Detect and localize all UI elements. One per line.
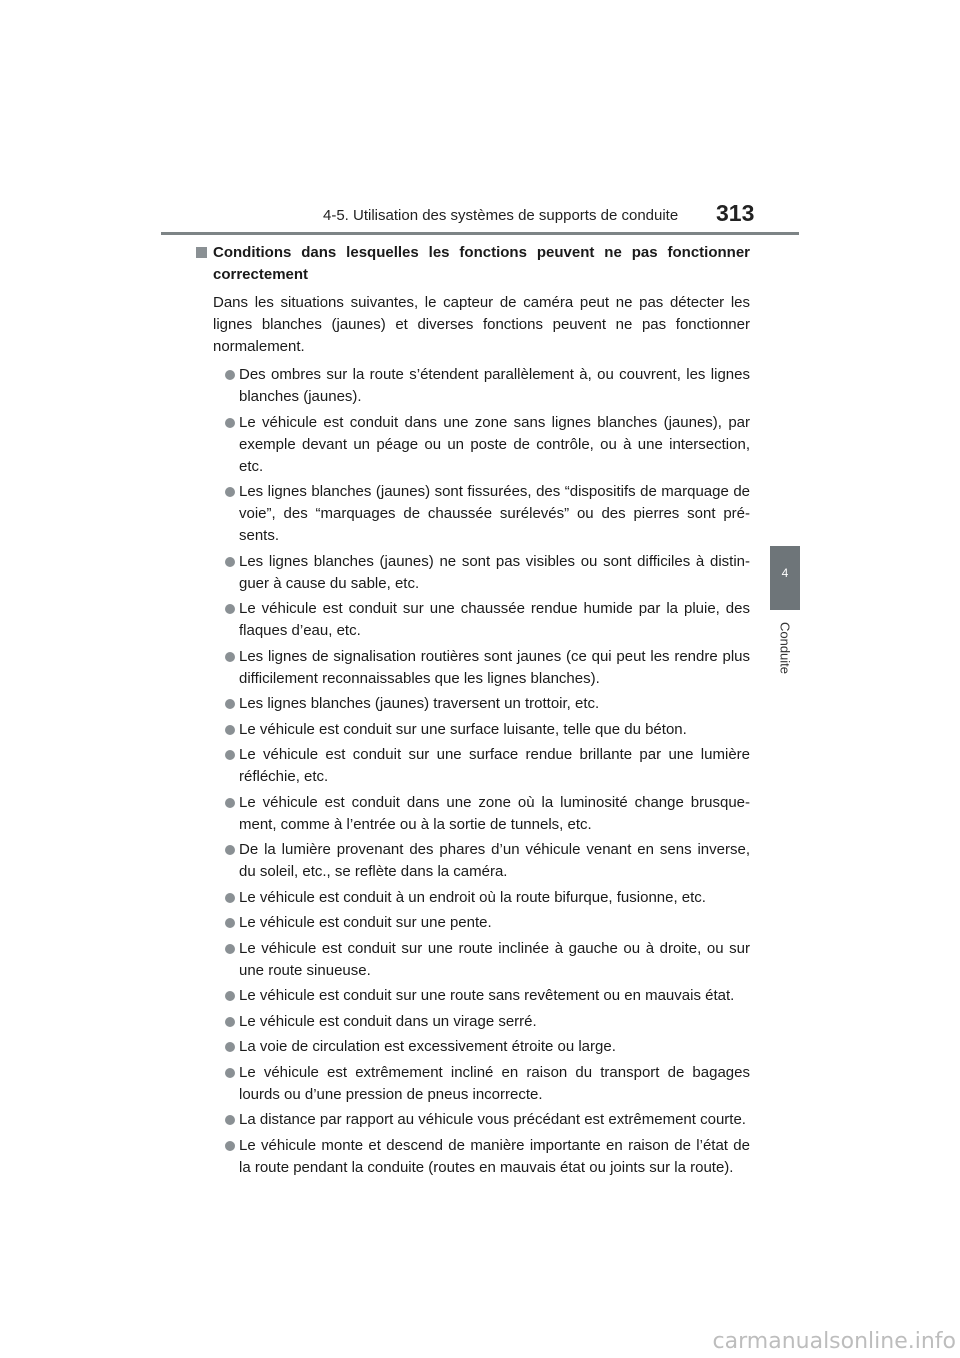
section-heading	[213, 242, 750, 286]
list-item	[213, 364, 750, 408]
list-item-text: Le véhicule est extrêmement incliné en raison du transport de bagages lourds ou d’une pression de pneus incorrecte.	[239, 1063, 750, 1103]
list-item	[213, 985, 750, 1007]
list-item-text: Le véhicule est conduit dans une zone où la luminosité change brusque-ment, comme à l’entrée ou à la sortie de tunnels, etc.	[239, 793, 750, 833]
list-item-text: La distance par rapport au véhicule vous précédant est extrêmement courte.	[239, 1111, 746, 1128]
section-heading-text: Conditions dans lesquelles les fonctions peuvent ne pas fonctionner correctement	[213, 244, 750, 283]
list-item-text: Des ombres sur la route s’étendent parallèlement à, ou couvrent, les lignes blanches (jaunes).	[239, 366, 750, 405]
list-item-text: Le véhicule est conduit sur une route sans revêtement ou en mauvais état.	[239, 987, 735, 1004]
list-item-text: La voie de circulation est excessivement étroite ou large.	[239, 1038, 616, 1055]
circle-bullet-icon	[225, 370, 235, 380]
list-item-text: Le véhicule est conduit sur une chaussée rendue humide par la pluie, des flaques d’eau, etc.	[239, 600, 750, 639]
list-item	[213, 1036, 750, 1058]
circle-bullet-icon	[225, 991, 235, 1001]
list-item	[213, 646, 750, 690]
list-item	[213, 938, 750, 982]
list-item-text: Le véhicule est conduit dans une zone sans lignes blanches (jaunes), par exemple devant un péage ou un poste de contrôle, ou à une intersection, etc.	[239, 413, 750, 475]
square-bullet-icon	[196, 247, 207, 258]
list-item-text: De la lumière provenant des phares d’un véhicule venant en sens inverse, du soleil, etc., se reflète dans la caméra.	[239, 841, 750, 880]
watermark: carmanualsonline.info	[712, 1329, 956, 1354]
section-title: 4-5. Utilisation des systèmes de supports de conduite	[323, 207, 679, 224]
list-item	[213, 792, 750, 836]
circle-bullet-icon	[225, 798, 235, 808]
list-item	[213, 719, 750, 741]
header-divider	[161, 232, 799, 235]
list-item-text: Le véhicule monte et descend de manière importante en raison de l’état de la route pendant la conduite (routes en mauvais état ou joints sur la route).	[239, 1136, 750, 1176]
circle-bullet-icon	[225, 725, 235, 735]
list-item	[213, 412, 750, 478]
list-item	[213, 598, 750, 642]
list-item	[213, 481, 750, 547]
page-number: 313	[716, 200, 755, 226]
circle-bullet-icon	[225, 604, 235, 614]
list-item-text: Les lignes blanches (jaunes) sont fissurées, des “dispositifs de marquage de voie”, des “marquages de chaussée surélevés” ou des pierres sont pré-sents.	[239, 483, 750, 544]
circle-bullet-icon	[225, 557, 235, 567]
list-item-text: Le véhicule est conduit à un endroit où la route bifurque, fusionne, etc.	[239, 888, 706, 906]
list-item	[213, 1011, 750, 1033]
list-item	[213, 912, 750, 934]
circle-bullet-icon	[225, 418, 235, 428]
circle-bullet-icon	[225, 750, 235, 760]
list-item	[213, 1062, 750, 1106]
circle-bullet-icon	[225, 845, 235, 855]
circle-bullet-icon	[225, 918, 235, 928]
list-item	[213, 744, 750, 788]
chapter-tab	[770, 546, 800, 610]
circle-bullet-icon	[225, 487, 235, 497]
list-item	[213, 551, 750, 595]
list-item-text: Le véhicule est conduit sur une surface luisante, telle que du béton.	[239, 720, 687, 738]
circle-bullet-icon	[225, 652, 235, 662]
circle-bullet-icon	[225, 893, 235, 903]
list-item-text: Les lignes blanches (jaunes) ne sont pas visibles ou sont difficiles à distin-guer à cause du sable, etc.	[239, 552, 750, 592]
list-item-text: Le véhicule est conduit dans un virage serré.	[239, 1012, 537, 1030]
circle-bullet-icon	[225, 1042, 235, 1052]
list-item-text: Le véhicule est conduit sur une pente.	[239, 914, 492, 931]
list-item-text: Les lignes de signalisation routières sont jaunes (ce qui peut les rendre plus difficilement reconnaissables que les lignes blanches).	[239, 647, 750, 687]
list-item	[213, 839, 750, 883]
list-item	[213, 1135, 750, 1179]
conditions-list	[213, 364, 750, 1179]
circle-bullet-icon	[225, 944, 235, 954]
chapter-title: Conduite	[777, 621, 793, 675]
list-item	[213, 887, 750, 909]
intro-paragraph: Dans les situations suivantes, le capteur de caméra peut ne pas détecter les lignes blanches (jaunes) et diverses fonctions peuvent ne pas fonctionner normalement.	[213, 294, 750, 355]
circle-bullet-icon	[225, 1141, 235, 1151]
circle-bullet-icon	[225, 1115, 235, 1125]
chapter-title-vertical	[770, 612, 800, 684]
main-content	[213, 242, 750, 1182]
chapter-number: 4	[781, 566, 789, 580]
circle-bullet-icon	[225, 1017, 235, 1027]
list-item-text: Le véhicule est conduit sur une surface rendue brillante par une lumière réfléchie, etc.	[239, 746, 750, 785]
list-item-text: Le véhicule est conduit sur une route inclinée à gauche ou à droite, ou sur une route sinueuse.	[239, 939, 750, 979]
list-item	[213, 1109, 750, 1131]
circle-bullet-icon	[225, 699, 235, 709]
list-item	[213, 693, 750, 715]
circle-bullet-icon	[225, 1068, 235, 1078]
list-item-text: Les lignes blanches (jaunes) traversent un trottoir, etc.	[239, 695, 600, 712]
